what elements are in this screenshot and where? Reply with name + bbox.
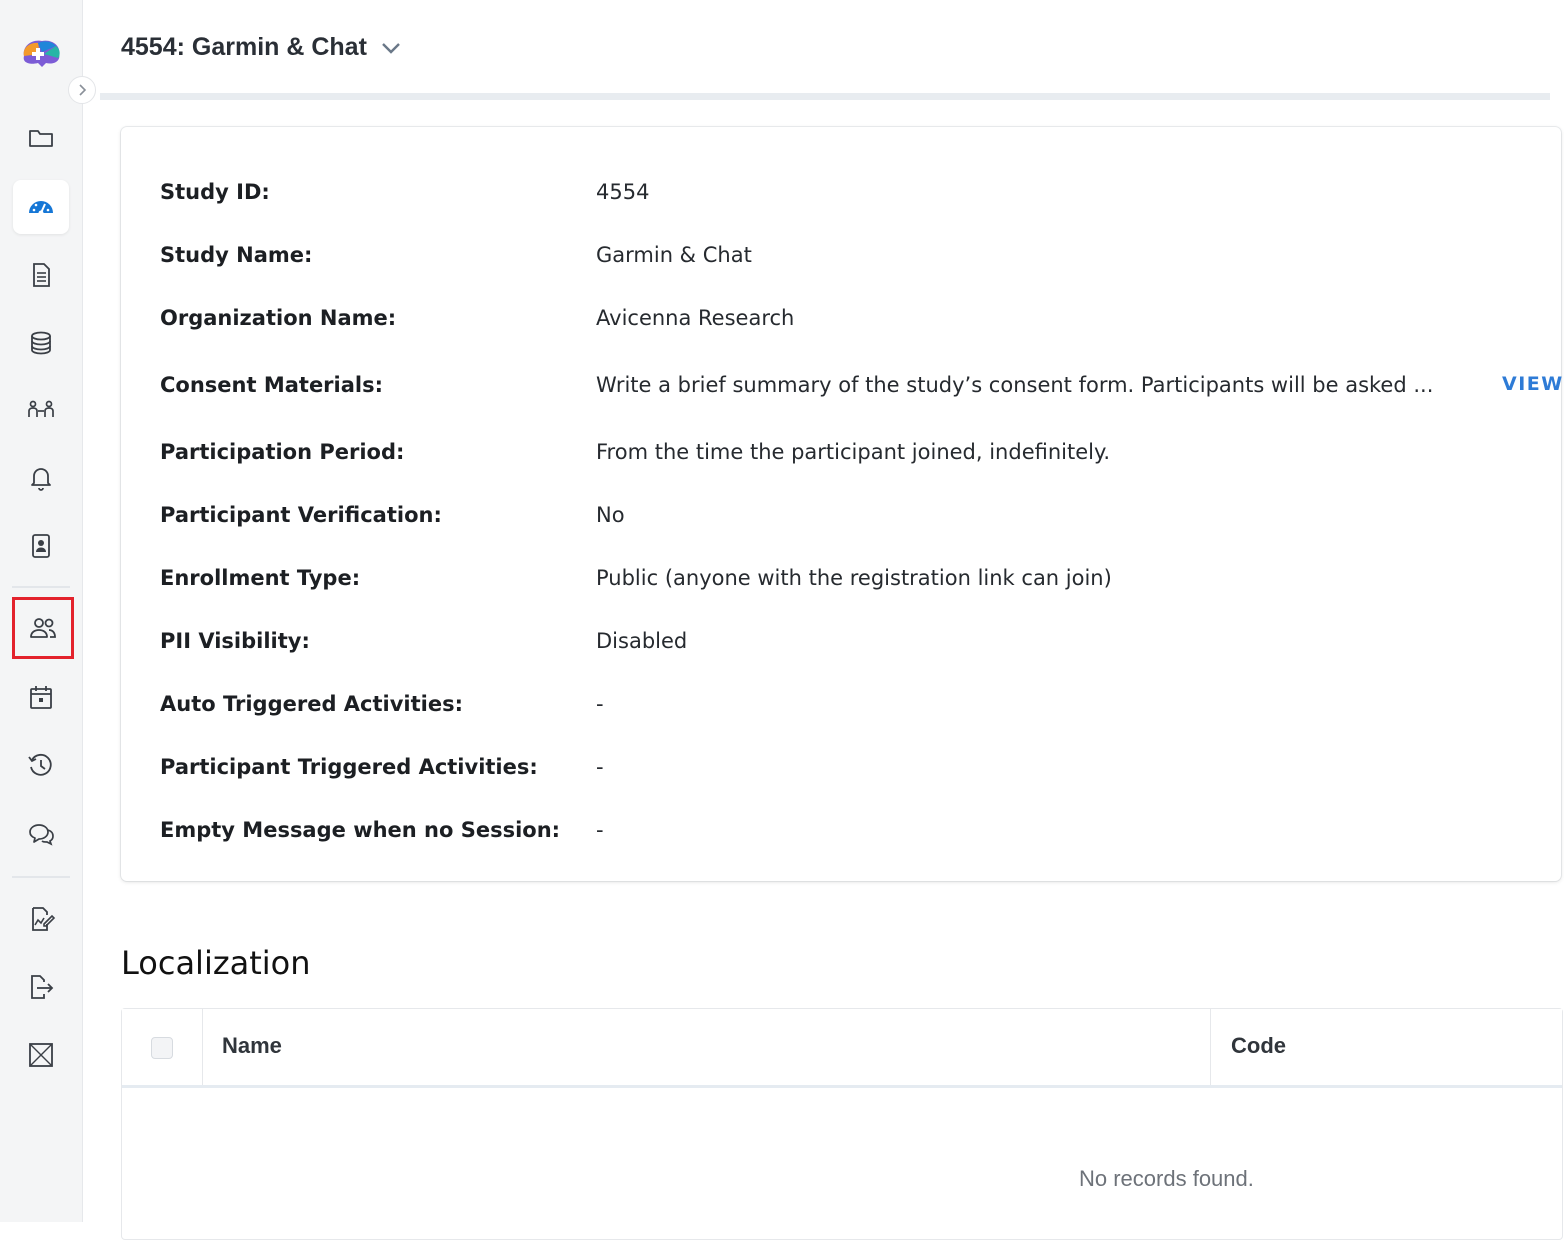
- sidebar-separator: [12, 876, 70, 878]
- sidebar-item-history[interactable]: [13, 739, 69, 793]
- select-all-checkbox[interactable]: [151, 1037, 173, 1059]
- history-icon: [26, 751, 56, 781]
- calendar-icon: [26, 683, 56, 713]
- dashboard-icon: [26, 192, 56, 222]
- database-icon: [26, 328, 56, 358]
- sidebar-item-chat[interactable]: [13, 807, 69, 861]
- sidebar-item-dashboard[interactable]: [13, 180, 69, 234]
- info-label: Empty Message when no Session:: [160, 818, 561, 842]
- sidebar-item-notifications[interactable]: [13, 451, 69, 505]
- column-header-name[interactable]: [202, 1009, 1211, 1085]
- column-header-code[interactable]: [1211, 1009, 1561, 1085]
- sidebar-collapse-toggle[interactable]: [68, 76, 96, 104]
- info-value: From the time the participant joined, indefinitely.: [596, 440, 1111, 464]
- participants-icon: [28, 613, 58, 643]
- info-value: Public (anyone with the registration link can join): [596, 566, 1112, 590]
- study-title: 4554: Garmin & Chat: [121, 33, 367, 61]
- column-header-label: Code: [1231, 1033, 1286, 1058]
- contact-card-icon: [26, 531, 56, 561]
- sidebar-item-export[interactable]: [13, 960, 69, 1014]
- page-header: [83, 0, 1550, 96]
- export-icon: [26, 972, 56, 1002]
- table-header: [122, 1009, 1562, 1088]
- study-selector[interactable]: [121, 33, 403, 62]
- info-value: -: [596, 755, 604, 779]
- info-value: Write a brief summary of the study’s consent form. Participants will be asked ...: [596, 373, 1434, 397]
- info-value: Avicenna Research: [596, 306, 795, 330]
- sidebar-item-contacts[interactable]: [13, 519, 69, 573]
- column-header-label: Name: [222, 1033, 282, 1058]
- info-label: Participant Triggered Activities:: [160, 755, 538, 779]
- info-label: Study ID:: [160, 180, 270, 204]
- info-label: Study Name:: [160, 243, 313, 267]
- sidebar-item-participants[interactable]: [12, 597, 74, 659]
- sidebar-item-calendar[interactable]: [13, 671, 69, 725]
- chat-icon: [26, 819, 56, 849]
- info-value: 4554: [596, 180, 650, 204]
- info-value: Disabled: [596, 629, 688, 653]
- info-value: Garmin & Chat: [596, 243, 752, 267]
- folder-icon: [26, 123, 56, 153]
- info-label: Auto Triggered Activities:: [160, 692, 464, 716]
- chevron-down-icon: [379, 36, 403, 60]
- sidebar-item-documents[interactable]: [13, 248, 69, 302]
- sidebar-item-reports[interactable]: [13, 892, 69, 946]
- localization-table: [121, 1008, 1563, 1240]
- app-logo[interactable]: [18, 34, 64, 72]
- info-label: Organization Name:: [160, 306, 397, 330]
- consent-view-link[interactable]: VIEW: [1502, 373, 1564, 395]
- zendesk-icon: [26, 1040, 56, 1070]
- chevron-right-icon: [76, 84, 88, 96]
- info-label: Participant Verification:: [160, 503, 442, 527]
- select-all-cell: [122, 1009, 203, 1085]
- info-value: -: [596, 692, 604, 716]
- sidebar-item-folder[interactable]: [13, 111, 69, 165]
- document-icon: [26, 260, 56, 290]
- sidebar-item-database[interactable]: [13, 316, 69, 370]
- info-label: Enrollment Type:: [160, 566, 361, 590]
- localization-title: Localization: [121, 944, 311, 982]
- report-edit-icon: [26, 904, 56, 934]
- info-value: -: [596, 818, 604, 842]
- sidebar-item-team[interactable]: [13, 383, 69, 437]
- info-label: Consent Materials:: [160, 373, 384, 397]
- team-icon: [26, 395, 56, 425]
- sidebar-separator: [12, 586, 70, 588]
- info-label: Participation Period:: [160, 440, 405, 464]
- sidebar-item-zendesk[interactable]: [13, 1028, 69, 1082]
- study-info-card: [121, 127, 1564, 881]
- sidebar: [0, 0, 83, 1222]
- empty-state-text: No records found.: [1079, 1166, 1254, 1191]
- bell-icon: [26, 463, 56, 493]
- header-divider: [100, 93, 1550, 100]
- info-value: No: [596, 503, 625, 527]
- info-label: PII Visibility:: [160, 629, 310, 653]
